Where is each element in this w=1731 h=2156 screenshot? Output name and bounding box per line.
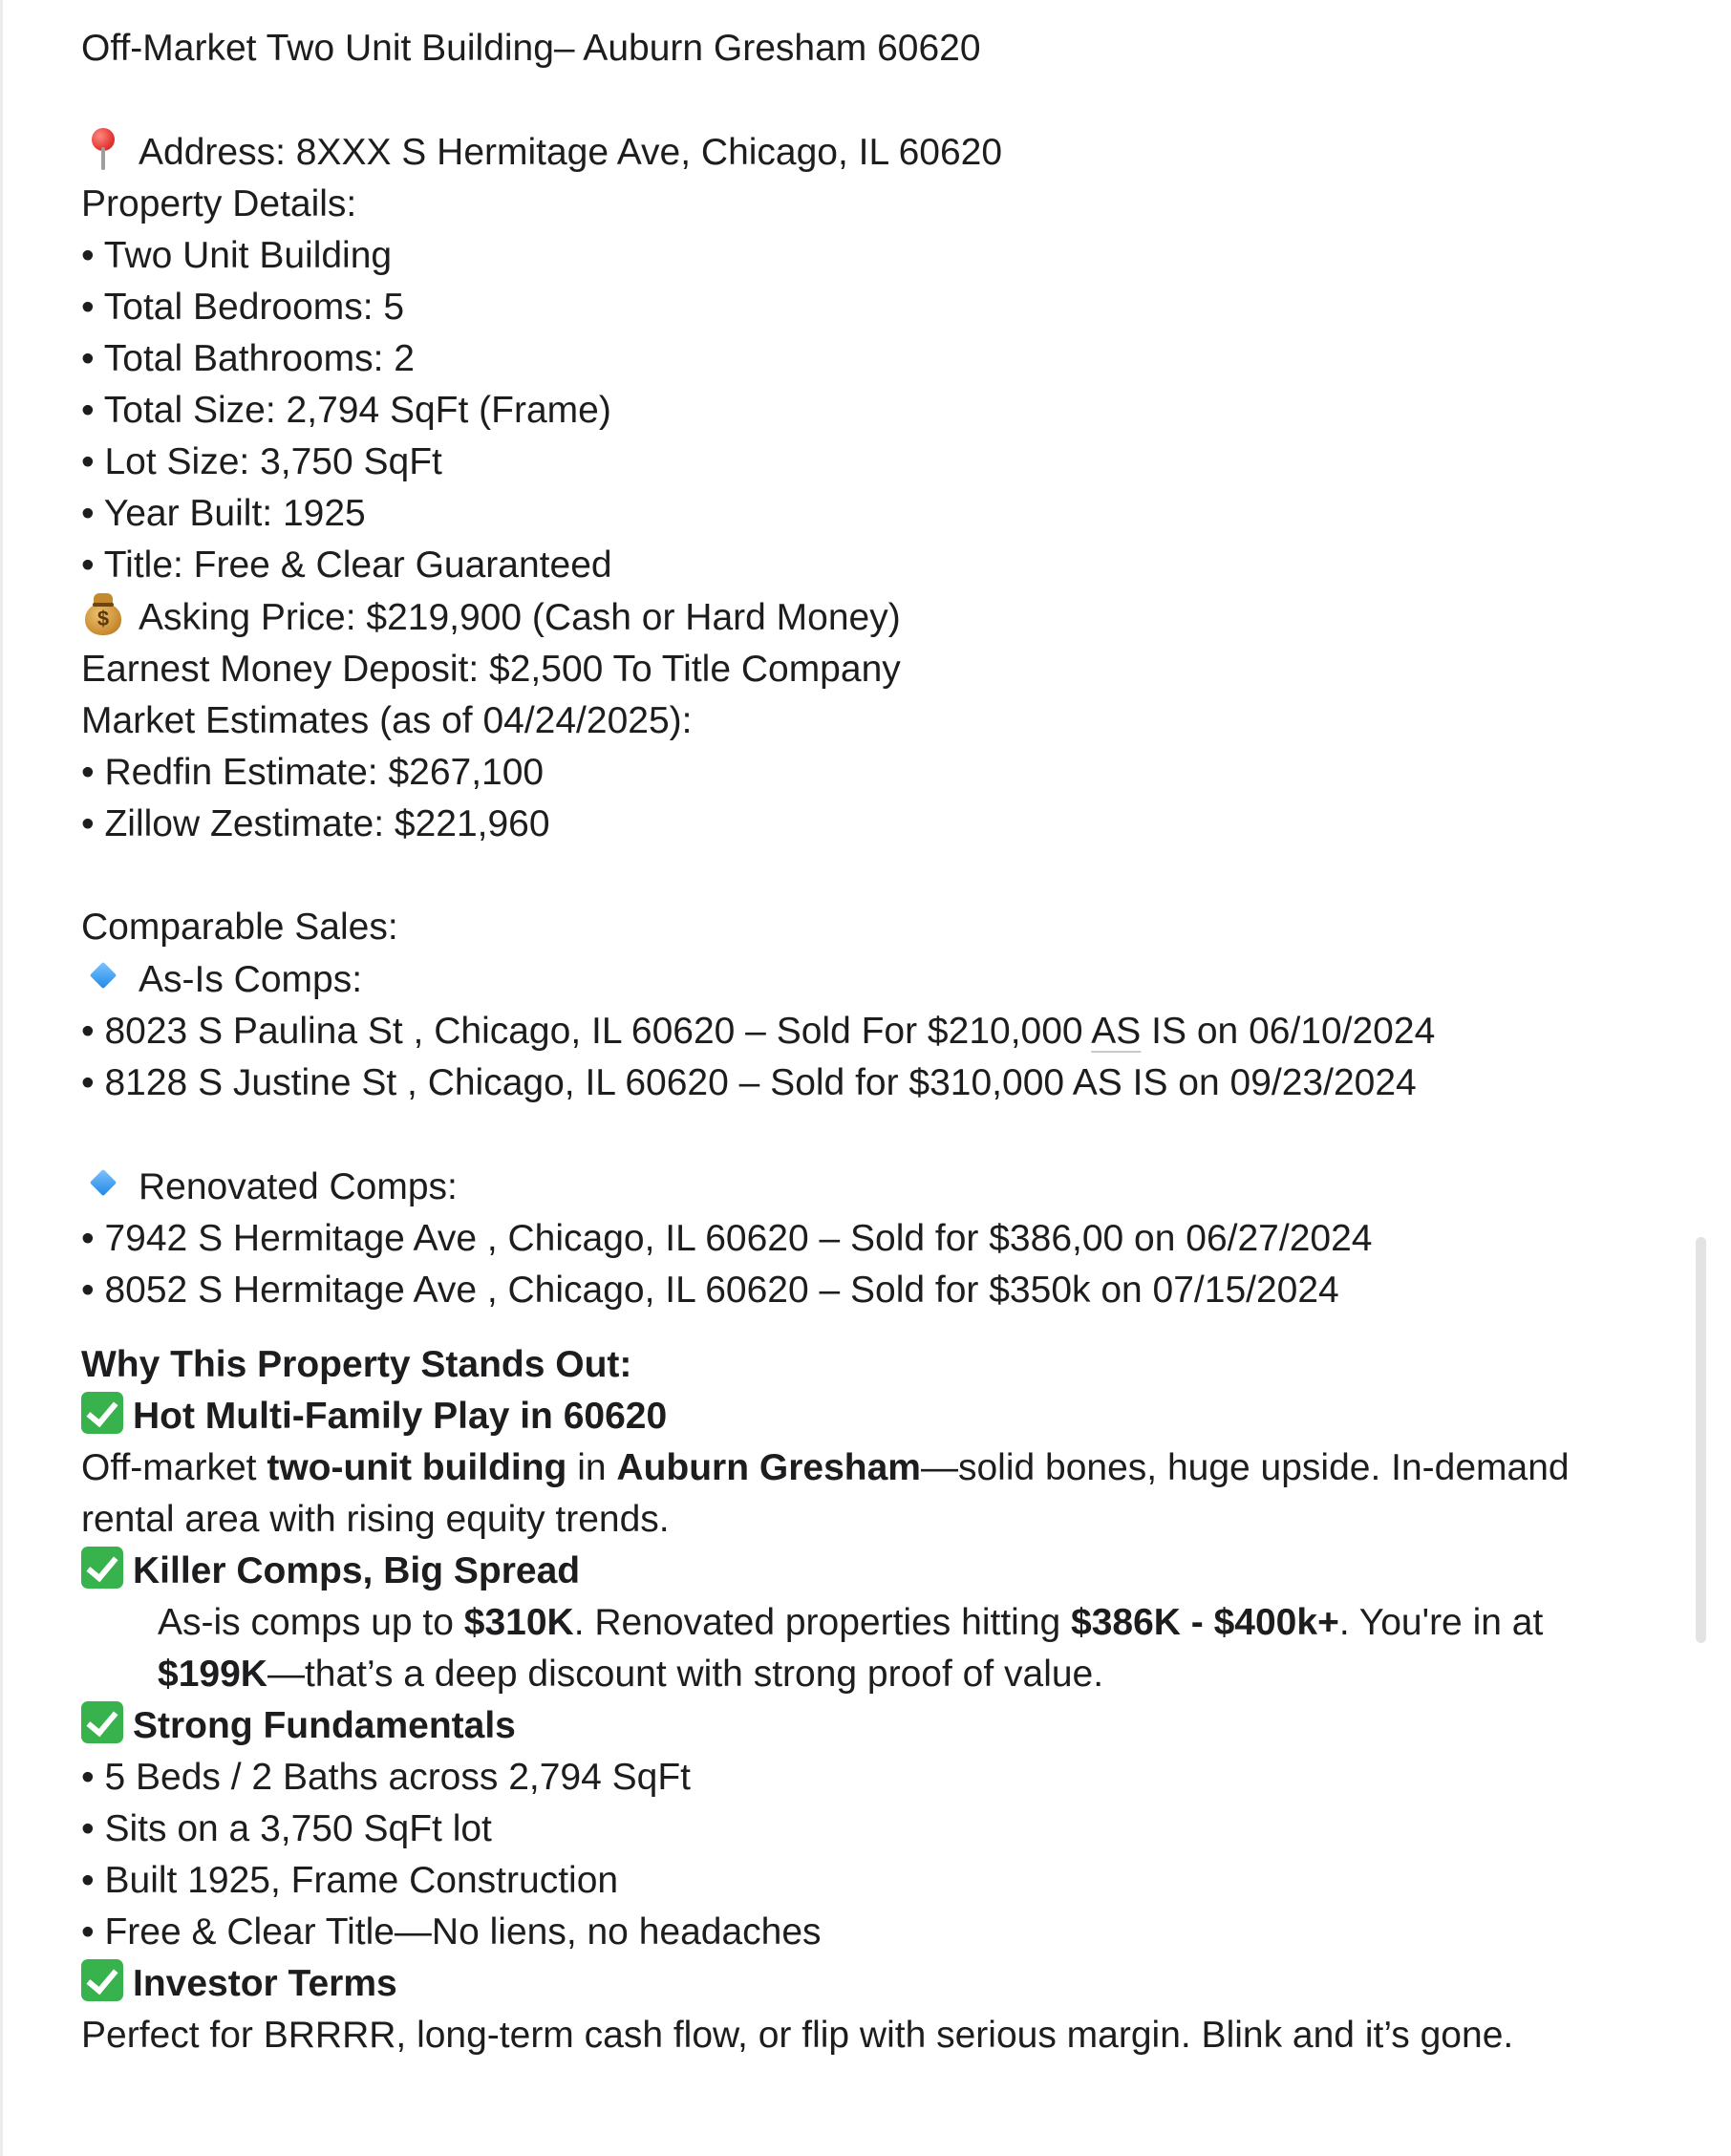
check-mark-button-icon bbox=[81, 1959, 123, 2001]
highlight-investor-text: Perfect for BRRRR, long-term cash flow, or flip with serious margin. Blink and it’s gone. bbox=[81, 2015, 1514, 2056]
left-edge-divider bbox=[0, 0, 3, 2156]
comp-item: • 8052 S Hermitage Ave , Chicago, IL 60620 – Sold for $350k on 07/15/2024 bbox=[81, 1270, 1339, 1311]
fundamental-item: • Free & Clear Title—No liens, no headaches bbox=[81, 1911, 822, 1953]
asking-price-line bbox=[81, 591, 1657, 644]
estimate-item: • Redfin Estimate: $267,100 bbox=[81, 752, 545, 793]
comp-item: • 8128 S Justine St , Chicago, IL 60620 – Sold for $310,000 AS IS on 09/23/2024 bbox=[81, 1062, 1417, 1103]
comparable-sales-title: Comparable Sales: bbox=[81, 907, 398, 948]
check-mark-button-icon bbox=[81, 1547, 123, 1589]
highlight-comps-text: As-is comps up to $310K. Renovated properties hitting $386K - $400k+. You're in at $199K—that’s a deep discount with strong proof of value. bbox=[158, 1602, 1544, 1695]
small-blue-diamond-icon bbox=[81, 1161, 125, 1205]
address-line bbox=[81, 126, 1657, 179]
fundamental-item: • 5 Beds / 2 Baths across 2,794 SqFt bbox=[81, 1757, 691, 1798]
highlight-hot-title: Hot Multi-Family Play in 60620 bbox=[81, 1391, 1657, 1442]
fundamental-item: • Built 1925, Frame Construction bbox=[81, 1860, 619, 1901]
spellcheck-underline: AS bbox=[1091, 1011, 1142, 1052]
as-is-comps-title: As-Is Comps: bbox=[81, 953, 1657, 1006]
listing-document bbox=[81, 23, 1657, 2061]
address-text: Address: 8XXX S Hermitage Ave, Chicago, IL 60620 bbox=[139, 132, 1003, 173]
comp-item: • 7942 S Hermitage Ave , Chicago, IL 60620 – Sold for $386,00 on 06/27/2024 bbox=[81, 1218, 1373, 1259]
scrollbar[interactable] bbox=[1696, 1237, 1706, 1643]
comp-item: • 8023 S Paulina St , Chicago, IL 60620 – Sold For $210,000 AS IS on 06/10/2024 bbox=[81, 1011, 1436, 1052]
asking-price-text: Asking Price: $219,900 (Cash or Hard Money) bbox=[139, 597, 901, 638]
round-pushpin-icon bbox=[81, 126, 125, 170]
detail-item: • Year Built: 1925 bbox=[81, 493, 366, 534]
highlight-fundamentals-title: Strong Fundamentals bbox=[81, 1700, 1657, 1752]
highlight-investor-title: Investor Terms bbox=[81, 1958, 1657, 2010]
highlight-hot-text: Off-market two-unit building in Auburn Gresham—solid bones, huge upside. In-demand rental area with rising equity trends. bbox=[81, 1447, 1570, 1540]
small-blue-diamond-icon bbox=[81, 953, 125, 997]
money-bag-icon: $ bbox=[81, 591, 125, 635]
highlight-comps-title: Killer Comps, Big Spread bbox=[81, 1546, 1657, 1597]
detail-item: • Title: Free & Clear Guaranteed bbox=[81, 544, 612, 586]
market-estimates-title: Market Estimates (as of 04/24/2025): bbox=[81, 700, 693, 741]
listing-heading: Off-Market Two Unit Building– Auburn Gresham 60620 bbox=[81, 28, 981, 69]
detail-item: • Total Size: 2,794 SqFt (Frame) bbox=[81, 390, 611, 431]
check-mark-button-icon bbox=[81, 1701, 123, 1743]
fundamental-item: • Sits on a 3,750 SqFt lot bbox=[81, 1808, 492, 1849]
why-title: Why This Property Stands Out: bbox=[81, 1344, 632, 1385]
detail-item: • Total Bedrooms: 5 bbox=[81, 287, 405, 328]
detail-item: • Lot Size: 3,750 SqFt bbox=[81, 441, 442, 482]
property-details-title: Property Details: bbox=[81, 183, 357, 224]
earnest-money-line: Earnest Money Deposit: $2,500 To Title Company bbox=[81, 649, 901, 690]
detail-item: • Two Unit Building bbox=[81, 235, 393, 276]
check-mark-button-icon bbox=[81, 1392, 123, 1434]
detail-item: • Total Bathrooms: 2 bbox=[81, 338, 415, 379]
estimate-item: • Zillow Zestimate: $221,960 bbox=[81, 803, 550, 844]
renovated-comps-title: Renovated Comps: bbox=[81, 1161, 1657, 1213]
